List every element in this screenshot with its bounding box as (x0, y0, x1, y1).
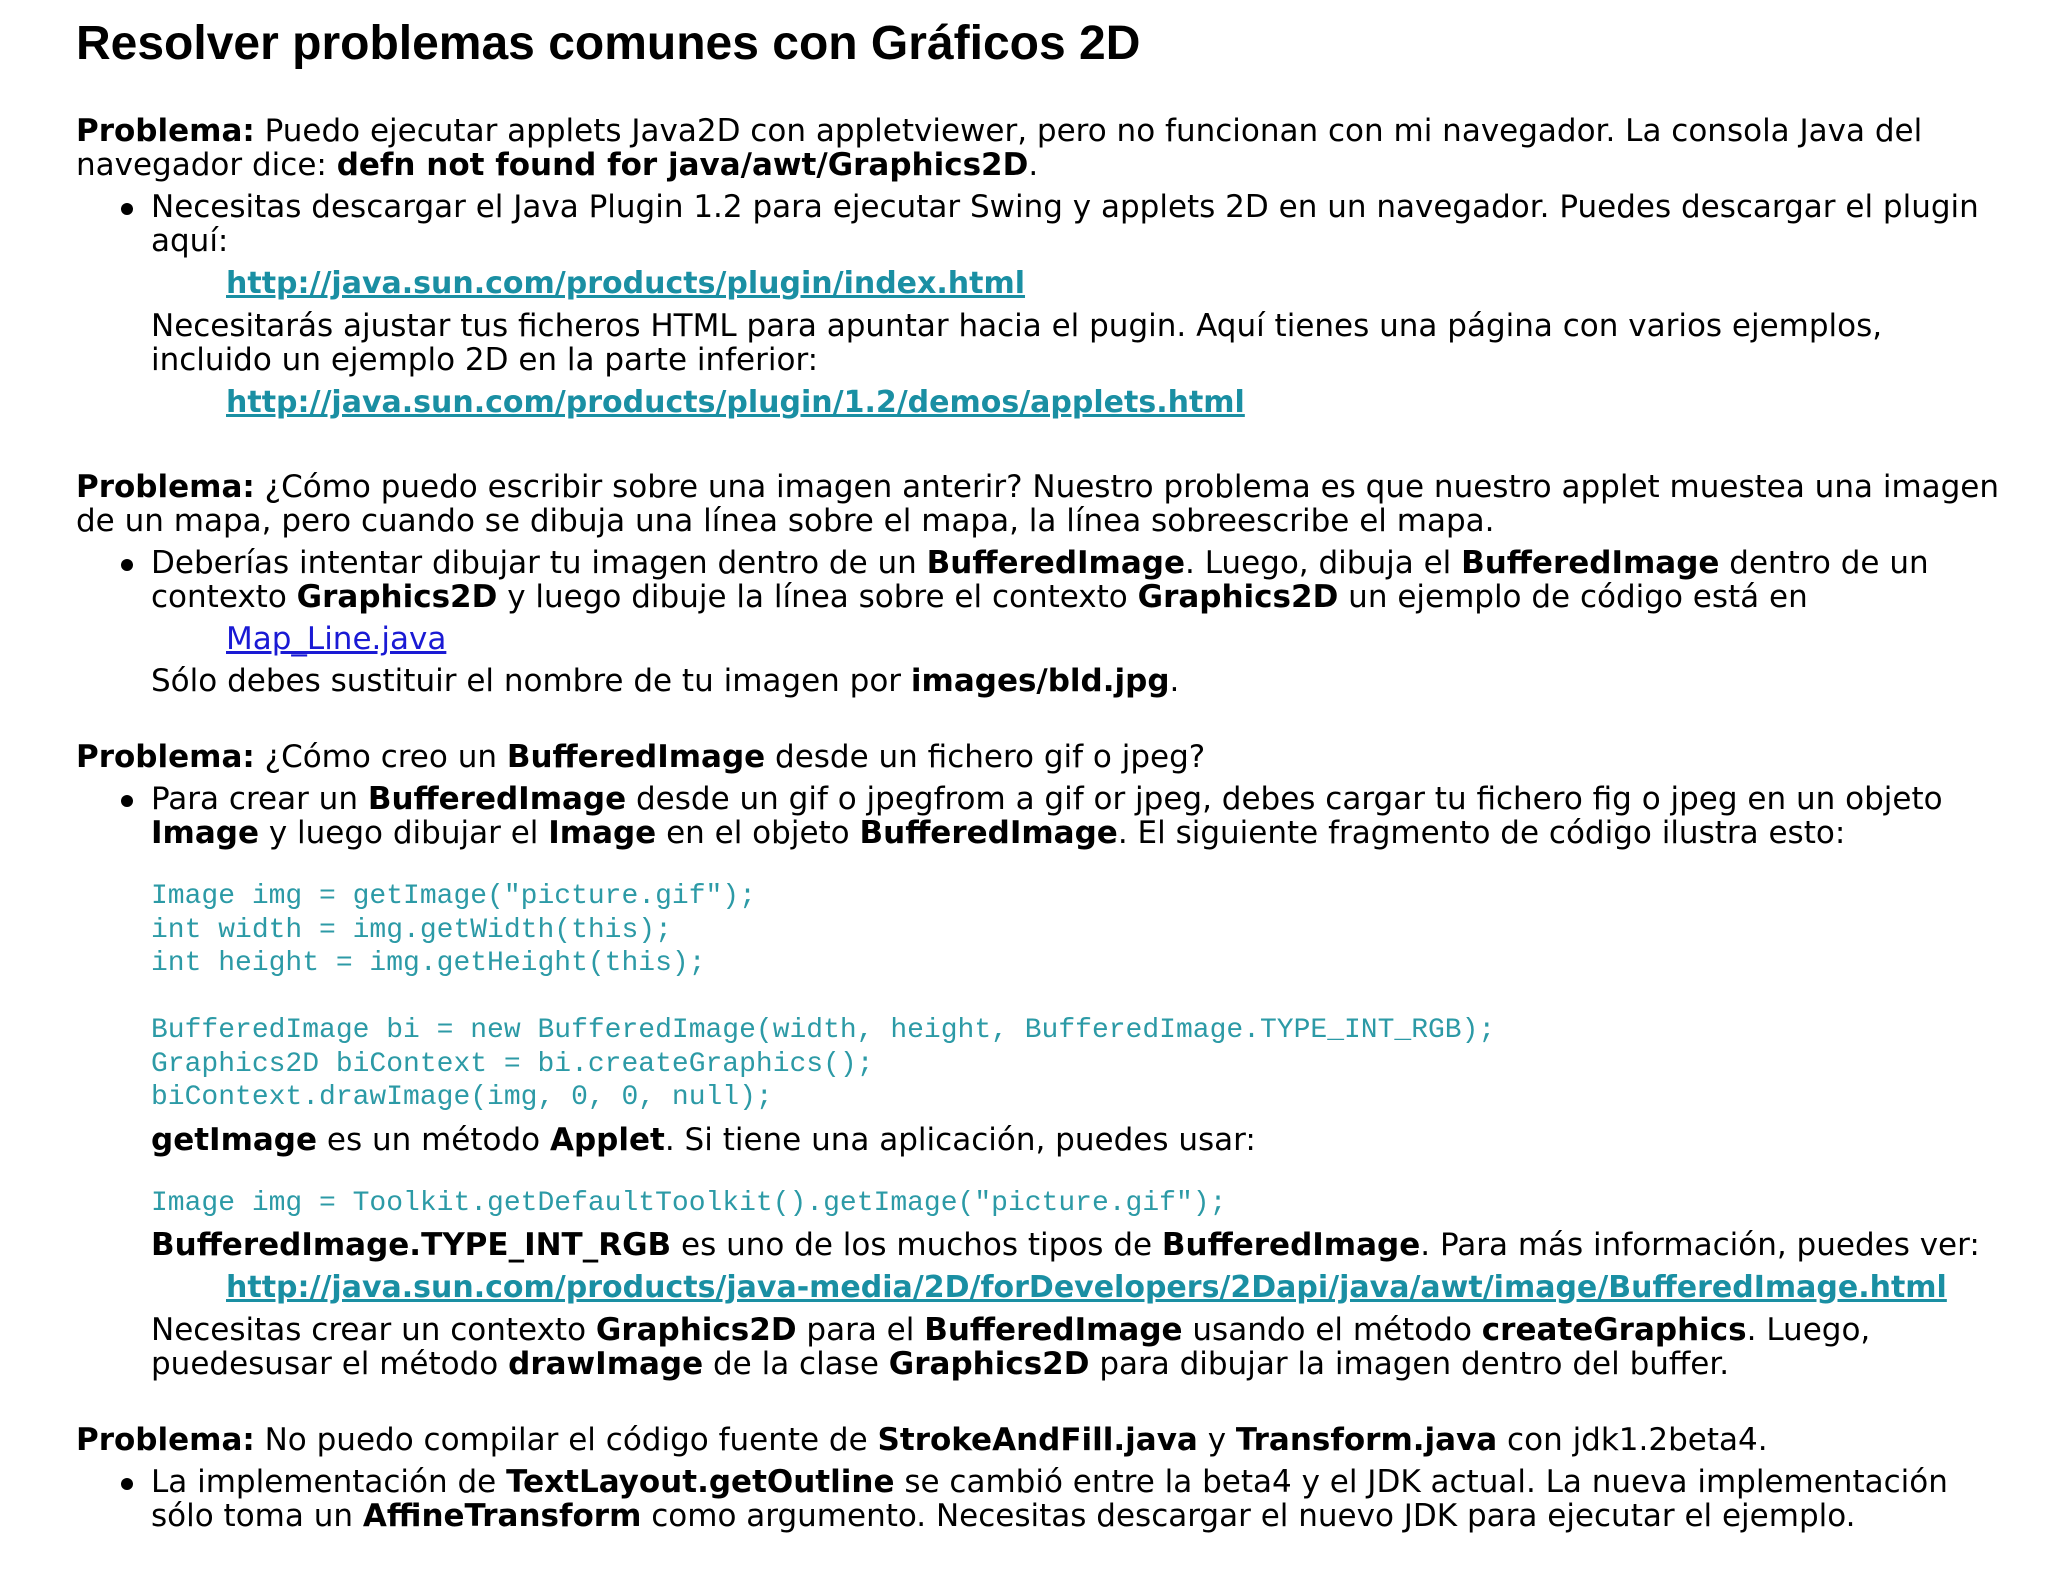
problem-3-question: Problema: ¿Cómo creo un BufferedImage desde un fichero gif o jpeg? (76, 739, 1206, 775)
problem-1-question: Problema: Puedo ejecutar applets Java2D con appletviewer, pero no funcionan con mi navegador. La consola Java del navegador dice: defn not found for java/awt/Graphics2D. (76, 113, 1923, 183)
buffered-image-api-link[interactable]: http://java.sun.com/products/java-media/2D/forDevelopers/2Dapi/java/awt/image/BufferedImage.html (226, 1270, 1947, 1305)
problem-4-answers (76, 1465, 2008, 1533)
problem-2-answers (76, 546, 2008, 698)
problem-label: Problema: (76, 1422, 255, 1458)
problem-label: Problema: (76, 113, 255, 149)
code-block-buffered-image: Image img = getImage("picture.gif"); int width = img.getWidth(this); int height = img.getHeight(this); BufferedImage bi = new BufferedImage(width, height, BufferedImage.TYPE_INT_RGB); Graphics2D biContext = bi.createGraphics(); biContext.drawImage(img, 0, 0, null); (151, 881, 1496, 1113)
code-block-toolkit: Image img = Toolkit.getDefaultToolkit().getImage("picture.gif"); (151, 1187, 1227, 1219)
list-item: Deberías intentar dibujar tu imagen dentro de un BufferedImage. Luego, dibuja el BufferedImage dentro de un contexto Graphics2D y luego dibuje la línea sobre el contexto Graphics2D un ejemplo de código está en Map_Line.java Sólo debes sustituir el nombre de tu imagen por images/bld.jpg. (151, 546, 2008, 698)
list-item: Necesitas descargar el Java Plugin 1.2 para ejecutar Swing y applets 2D en un navegador. Puedes descargar el plugin aquí: http://java.sun.com/products/plugin/index.html Necesitarás ajustar tus ficheros HTML para apuntar hacia el pugin. Aquí tienes una página con varios ejemplos, incluido un ejemplo 2D en la parte inferior: http://java.sun.com/products/plugin/1.2/demos/applets.html (151, 190, 2008, 420)
list-item: Para crear un BufferedImage desde un gif o jpegfrom a gif or jpeg, debes cargar tu fichero fig o jpeg en un objeto Image y luego dibujar el Image en el objeto BufferedImage. El siguiente fragmento de código ilustra esto: Image img = getImage("picture.gif"); int width = img.getWidth(this); int height = img.getHeight(this); BufferedImage bi = new BufferedImage(width, height, BufferedImage.TYPE_INT_RGB); Graphics2D biContext = bi.createGraphics(); biContext.drawImage(img, 0, 0, null); getImage es un método Applet. Si tiene una aplicación, puedes usar: Image img = Toolkit.getDefaultToolkit().getImage("picture.gif"); BufferedImage.TYPE_INT_RGB es uno de los muchos tipos de BufferedImage. Para más información, puedes ver: http://java.sun.com/products/java-media/2D/forDevelopers/2Dapi/java/awt/image/BufferedImage.html Necesitas crear un contexto Graphics2D para el BufferedImage usando el método createGraphics. Luego, puedesusar el método drawImage de la clase Graphics2D para dibujar la imagen dentro del buffer. (151, 782, 2008, 1381)
problem-1 (76, 114, 2008, 420)
plugin-demos-link[interactable]: http://java.sun.com/products/plugin/1.2/demos/applets.html (226, 385, 1245, 420)
problem-2-question: Problema: ¿Cómo puedo escribir sobre una imagen anterir? Nuestro problema es que nuestro applet muestea una imagen de un mapa, pero cuando se dibuja una línea sobre el mapa, la línea sobreescribe el mapa. (76, 469, 2000, 539)
page-title: Resolver problemas comunes con Gráficos 2D (76, 17, 1141, 70)
map-line-link[interactable]: Map_Line.java (226, 621, 447, 657)
problem-3-answers (76, 782, 2008, 1381)
problem-label: Problema: (76, 739, 255, 775)
problem-1-answers (76, 190, 2008, 420)
problem-4-question: Problema: No puedo compilar el código fuente de StrokeAndFill.java y Transform.java con jdk1.2beta4. (76, 1422, 1768, 1458)
plugin-index-link[interactable]: http://java.sun.com/products/plugin/index.html (226, 266, 1026, 301)
problem-3 (76, 740, 2008, 1381)
problem-4 (76, 1423, 2008, 1533)
problem-label: Problema: (76, 469, 255, 505)
problem-2 (76, 470, 2008, 698)
list-item: La implementación de TextLayout.getOutline se cambió entre la beta4 y el JDK actual. La nueva implementación sólo toma un AffineTransform como argumento. Necesitas descargar el nuevo JDK para ejecutar el ejemplo. (151, 1465, 2008, 1533)
